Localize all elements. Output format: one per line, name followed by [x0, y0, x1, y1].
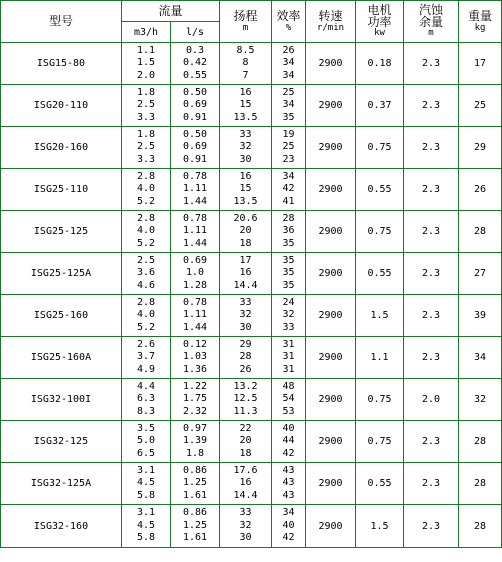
head-cell-value: 13.5 [233, 111, 258, 123]
efficiency-cell [272, 85, 306, 127]
efficiency-cell-value: 34 [282, 170, 295, 182]
flow-m3h-cell-value: 5.8 [136, 489, 156, 501]
efficiency-cell-value: 36 [282, 225, 295, 237]
efficiency-cell-value: 31 [282, 338, 295, 350]
head-cell-value: 11.3 [233, 405, 258, 417]
efficiency-cell-value: 54 [282, 393, 295, 405]
flow-ls-cell-value: 0.12 [182, 338, 208, 350]
flow-m3h-cell-value: 4.0 [136, 225, 156, 237]
header-speed [306, 1, 356, 43]
efficiency-cell-value: 43 [282, 477, 295, 489]
head-cell [220, 505, 272, 548]
header-efficiency-label: 效率 [276, 8, 301, 23]
efficiency-cell-value: 43 [282, 489, 295, 501]
efficiency-cell-value: 34 [282, 69, 295, 81]
efficiency-cell-value: 41 [282, 195, 295, 207]
header-efficiency [272, 1, 306, 43]
flow-m3h-cell-value: 2.8 [136, 170, 156, 182]
header-npsh-line2: 余量 [419, 15, 444, 29]
model-cell: ISG32-160 [1, 505, 122, 548]
flow-ls-cell [171, 127, 220, 169]
efficiency-cell [272, 127, 306, 169]
head-cell [220, 169, 272, 211]
speed-cell: 2900 [306, 253, 356, 295]
head-cell-value: 8.5 [236, 44, 255, 56]
npsh-cell: 2.3 [404, 85, 459, 127]
head-cell-value: 12.5 [233, 393, 258, 405]
model-cell: ISG20-160 [1, 127, 122, 169]
flow-m3h-cell-value: 3.1 [136, 507, 156, 519]
efficiency-cell-value: 25 [282, 86, 295, 98]
head-cell-value: 32 [239, 309, 252, 321]
efficiency-cell [272, 463, 306, 505]
efficiency-cell-value: 24 [282, 296, 295, 308]
efficiency-cell-value: 42 [282, 532, 295, 544]
efficiency-cell-value: 44 [282, 435, 295, 447]
flow-m3h-cell-value: 2.6 [136, 338, 156, 350]
efficiency-cell [272, 253, 306, 295]
flow-ls-cell-value: 1.22 [182, 380, 208, 392]
flow-m3h-cell [122, 85, 171, 127]
flow-m3h-cell [122, 505, 171, 548]
motor-power-cell: 0.37 [356, 85, 404, 127]
flow-m3h-cell-value: 2.5 [136, 141, 156, 153]
efficiency-cell-value: 25 [282, 141, 295, 153]
head-cell-value: 7 [242, 69, 249, 81]
efficiency-cell-value: 42 [282, 183, 295, 195]
flow-m3h-cell-value: 2.8 [136, 212, 156, 224]
speed-cell: 2900 [306, 295, 356, 337]
head-cell [220, 85, 272, 127]
efficiency-cell-value: 34 [282, 507, 295, 519]
flow-ls-cell [171, 85, 220, 127]
head-cell-value: 30 [239, 153, 252, 165]
flow-m3h-cell [122, 379, 171, 421]
flow-ls-cell [171, 211, 220, 253]
head-cell-value: 16 [239, 267, 252, 279]
flow-ls-cell-value: 1.03 [182, 351, 208, 363]
table-row [1, 379, 502, 421]
flow-ls-cell-value: 0.69 [182, 254, 208, 266]
head-cell-value: 17.6 [233, 464, 258, 476]
flow-ls-cell [171, 463, 220, 505]
header-motor-line2: 功率 [367, 15, 392, 29]
flow-ls-cell-value: 0.78 [182, 212, 208, 224]
motor-power-cell: 0.55 [356, 463, 404, 505]
flow-ls-cell-value: 0.78 [182, 170, 208, 182]
flow-ls-cell-value: 1.44 [182, 237, 208, 249]
table-row [1, 85, 502, 127]
flow-ls-cell-value: 0.42 [182, 57, 208, 69]
weight-cell: 28 [459, 421, 502, 463]
head-cell-value: 14.4 [233, 279, 258, 291]
header-weight-label: 重量 [468, 8, 493, 23]
efficiency-cell [272, 169, 306, 211]
table-row [1, 295, 502, 337]
flow-ls-cell-value: 0.78 [182, 296, 208, 308]
efficiency-cell-value: 42 [282, 447, 295, 459]
efficiency-cell-value: 48 [282, 380, 295, 392]
flow-m3h-cell-value: 6.5 [136, 447, 156, 459]
flow-m3h-cell [122, 127, 171, 169]
header-npsh-unit: m [428, 28, 434, 38]
flow-m3h-cell-value: 4.4 [136, 380, 156, 392]
speed-cell: 2900 [306, 505, 356, 548]
speed-cell: 2900 [306, 421, 356, 463]
efficiency-cell [272, 421, 306, 463]
head-cell-value: 28 [239, 351, 252, 363]
flow-ls-cell-value: 0.86 [182, 507, 208, 519]
flow-ls-cell [171, 253, 220, 295]
weight-cell: 34 [459, 337, 502, 379]
head-cell-value: 30 [239, 532, 252, 544]
head-cell-value: 20 [239, 225, 252, 237]
head-cell [220, 43, 272, 85]
speed-cell: 2900 [306, 463, 356, 505]
flow-ls-cell [171, 421, 220, 463]
flow-ls-cell-value: 0.69 [182, 99, 208, 111]
flow-m3h-cell-value: 4.6 [136, 279, 156, 291]
flow-ls-cell-value: 0.91 [182, 153, 208, 165]
flow-ls-cell-value: 0.50 [182, 86, 208, 98]
efficiency-cell-value: 43 [282, 464, 295, 476]
header-motor-unit: kw [374, 28, 385, 38]
flow-m3h-cell-value: 3.7 [136, 351, 156, 363]
efficiency-cell [272, 211, 306, 253]
weight-cell: 17 [459, 43, 502, 85]
efficiency-cell [272, 337, 306, 379]
head-cell-value: 32 [239, 519, 252, 531]
motor-power-cell: 0.75 [356, 421, 404, 463]
header-head-label: 扬程 [233, 8, 258, 23]
efficiency-cell-value: 34 [282, 99, 295, 111]
flow-m3h-cell-value: 2.8 [136, 296, 156, 308]
head-cell-value: 13.2 [233, 380, 258, 392]
efficiency-cell-value: 31 [282, 363, 295, 375]
flow-ls-cell [171, 379, 220, 421]
head-cell-value: 20 [239, 435, 252, 447]
flow-m3h-cell-value: 2.5 [136, 254, 156, 266]
motor-power-cell: 0.55 [356, 169, 404, 211]
flow-m3h-cell-value: 2.0 [136, 69, 156, 81]
flow-ls-cell-value: 2.32 [182, 405, 208, 417]
flow-m3h-cell [122, 295, 171, 337]
table-row [1, 169, 502, 211]
head-cell-value: 16 [239, 170, 252, 182]
npsh-cell: 2.3 [404, 127, 459, 169]
flow-m3h-cell-value: 3.6 [136, 267, 156, 279]
weight-cell: 26 [459, 169, 502, 211]
table-row [1, 211, 502, 253]
efficiency-cell-value: 23 [282, 153, 295, 165]
flow-m3h-cell-value: 4.0 [136, 309, 156, 321]
flow-m3h-cell-value: 5.2 [136, 321, 156, 333]
flow-ls-cell-value: 1.11 [182, 225, 208, 237]
speed-cell: 2900 [306, 211, 356, 253]
model-cell: ISG20-110 [1, 85, 122, 127]
model-cell: ISG32-125 [1, 421, 122, 463]
flow-ls-cell-value: 1.8 [185, 447, 205, 459]
speed-cell: 2900 [306, 379, 356, 421]
efficiency-cell-value: 40 [282, 422, 295, 434]
head-cell-value: 33 [239, 128, 252, 140]
header-speed-unit: r/min [316, 22, 345, 33]
weight-cell: 32 [459, 379, 502, 421]
flow-m3h-cell-value: 1.1 [136, 44, 156, 56]
table-row [1, 463, 502, 505]
efficiency-cell [272, 379, 306, 421]
head-cell-value: 33 [239, 507, 252, 519]
head-cell-value: 15 [239, 99, 252, 111]
flow-ls-cell-value: 1.39 [182, 435, 208, 447]
table-row [1, 43, 502, 85]
efficiency-cell-value: 31 [282, 351, 295, 363]
motor-power-cell: 0.75 [356, 127, 404, 169]
header-npsh [404, 1, 459, 43]
header-row-1 [1, 1, 502, 22]
head-cell [220, 127, 272, 169]
head-cell-value: 20.6 [233, 212, 258, 224]
model-cell: ISG25-160 [1, 295, 122, 337]
model-cell: ISG15-80 [1, 43, 122, 85]
model-cell: ISG25-125A [1, 253, 122, 295]
head-cell [220, 211, 272, 253]
flow-m3h-cell-value: 4.5 [136, 477, 156, 489]
weight-cell: 28 [459, 211, 502, 253]
header-motor-power [356, 1, 404, 43]
model-cell: ISG32-100I [1, 379, 122, 421]
efficiency-cell-value: 35 [282, 237, 295, 249]
npsh-cell: 2.3 [404, 463, 459, 505]
npsh-cell: 2.3 [404, 421, 459, 463]
flow-ls-cell [171, 505, 220, 548]
efficiency-cell-value: 28 [282, 212, 295, 224]
flow-m3h-cell-value: 8.3 [136, 405, 156, 417]
flow-ls-cell-value: 1.44 [182, 195, 208, 207]
head-cell-value: 22 [239, 422, 252, 434]
npsh-cell: 2.3 [404, 253, 459, 295]
header-efficiency-unit: % [285, 22, 292, 33]
flow-ls-cell-value: 1.44 [182, 321, 208, 333]
motor-power-cell: 1.5 [356, 295, 404, 337]
flow-ls-cell [171, 43, 220, 85]
header-head [220, 1, 272, 43]
table-row [1, 253, 502, 295]
table-row [1, 505, 502, 548]
flow-m3h-cell-value: 2.5 [136, 99, 156, 111]
motor-power-cell: 0.55 [356, 253, 404, 295]
weight-cell: 27 [459, 253, 502, 295]
model-cell: ISG25-160A [1, 337, 122, 379]
head-cell [220, 463, 272, 505]
head-cell-value: 30 [239, 321, 252, 333]
flow-m3h-cell-value: 3.1 [136, 464, 156, 476]
motor-power-cell: 1.5 [356, 505, 404, 548]
efficiency-cell-value: 33 [282, 321, 295, 333]
head-cell-value: 26 [239, 363, 252, 375]
efficiency-cell-value: 32 [282, 309, 295, 321]
flow-m3h-cell-value: 5.0 [136, 435, 156, 447]
efficiency-cell-value: 53 [282, 405, 295, 417]
flow-m3h-cell [122, 169, 171, 211]
flow-m3h-cell-value: 4.9 [136, 363, 156, 375]
efficiency-cell-value: 26 [282, 44, 295, 56]
head-cell-value: 15 [239, 183, 252, 195]
flow-m3h-cell-value: 3.3 [136, 153, 156, 165]
efficiency-cell-value: 35 [282, 111, 295, 123]
head-cell-value: 17 [239, 254, 252, 266]
flow-ls-cell-value: 1.28 [182, 279, 208, 291]
npsh-cell: 2.0 [404, 379, 459, 421]
flow-m3h-cell-value: 3.5 [136, 422, 156, 434]
efficiency-cell [272, 43, 306, 85]
header-model: 型号 [1, 1, 122, 43]
motor-power-cell: 1.1 [356, 337, 404, 379]
motor-power-cell: 0.75 [356, 379, 404, 421]
flow-m3h-cell-value: 5.8 [136, 532, 156, 544]
speed-cell: 2900 [306, 43, 356, 85]
efficiency-cell [272, 505, 306, 548]
npsh-cell: 2.3 [404, 505, 459, 548]
efficiency-cell-value: 34 [282, 57, 295, 69]
flow-ls-cell-value: 1.75 [182, 393, 208, 405]
header-head-unit: m [242, 22, 249, 33]
flow-m3h-cell-value: 6.3 [136, 393, 156, 405]
npsh-cell: 2.3 [404, 43, 459, 85]
weight-cell: 29 [459, 127, 502, 169]
flow-m3h-cell-value: 3.3 [136, 111, 156, 123]
flow-ls-cell-value: 1.25 [182, 519, 208, 531]
head-cell [220, 421, 272, 463]
flow-ls-cell-value: 1.25 [182, 477, 208, 489]
efficiency-cell-value: 35 [282, 254, 295, 266]
flow-ls-cell-value: 0.3 [185, 44, 205, 56]
flow-ls-cell [171, 169, 220, 211]
model-cell: ISG25-125 [1, 211, 122, 253]
npsh-cell: 2.3 [404, 169, 459, 211]
header-weight-unit: kg [474, 22, 486, 33]
header-npsh-line1: 汽蚀 [419, 3, 444, 17]
efficiency-cell-value: 40 [282, 519, 295, 531]
header-weight [459, 1, 502, 43]
head-cell [220, 337, 272, 379]
flow-m3h-cell-value: 1.5 [136, 57, 156, 69]
weight-cell: 39 [459, 295, 502, 337]
flow-m3h-cell [122, 253, 171, 295]
flow-ls-cell-value: 0.69 [182, 141, 208, 153]
head-cell-value: 33 [239, 296, 252, 308]
header-flow: 流量 [122, 1, 220, 22]
flow-m3h-cell [122, 43, 171, 85]
flow-ls-cell-value: 0.50 [182, 128, 208, 140]
flow-ls-cell-value: 0.97 [182, 422, 208, 434]
efficiency-cell-value: 35 [282, 267, 295, 279]
table-row [1, 337, 502, 379]
head-cell-value: 14.4 [233, 489, 258, 501]
npsh-cell: 2.3 [404, 211, 459, 253]
weight-cell: 28 [459, 505, 502, 548]
flow-m3h-cell [122, 463, 171, 505]
flow-m3h-cell [122, 211, 171, 253]
head-cell-value: 13.5 [233, 195, 258, 207]
model-cell: ISG32-125A [1, 463, 122, 505]
header-flow-m3h: m3/h [122, 22, 171, 43]
table-body [1, 43, 502, 548]
head-cell-value: 16 [239, 86, 252, 98]
efficiency-cell-value: 35 [282, 279, 295, 291]
speed-cell: 2900 [306, 337, 356, 379]
speed-cell: 2900 [306, 169, 356, 211]
header-speed-label: 转速 [318, 8, 343, 23]
flow-m3h-cell-value: 1.8 [136, 86, 156, 98]
flow-ls-cell-value: 0.55 [182, 69, 208, 81]
header-motor-line1: 电机 [367, 3, 392, 17]
flow-ls-cell-value: 0.86 [182, 464, 208, 476]
head-cell [220, 253, 272, 295]
flow-m3h-cell-value: 4.0 [136, 183, 156, 195]
head-cell [220, 379, 272, 421]
npsh-cell: 2.3 [404, 337, 459, 379]
speed-cell: 2900 [306, 85, 356, 127]
flow-ls-cell-value: 1.61 [182, 489, 208, 501]
npsh-cell: 2.3 [404, 295, 459, 337]
flow-m3h-cell-value: 4.5 [136, 519, 156, 531]
flow-m3h-cell [122, 337, 171, 379]
flow-m3h-cell-value: 1.8 [136, 128, 156, 140]
flow-ls-cell-value: 1.11 [182, 183, 208, 195]
motor-power-cell: 0.18 [356, 43, 404, 85]
model-cell: ISG25-110 [1, 169, 122, 211]
speed-cell: 2900 [306, 127, 356, 169]
flow-ls-cell-value: 1.0 [185, 267, 205, 279]
header-flow-ls: l/s [171, 22, 220, 43]
flow-ls-cell [171, 295, 220, 337]
flow-ls-cell-value: 0.91 [182, 111, 208, 123]
flow-ls-cell [171, 337, 220, 379]
weight-cell: 28 [459, 463, 502, 505]
flow-m3h-cell-value: 5.2 [136, 195, 156, 207]
head-cell-value: 18 [239, 237, 252, 249]
table-row [1, 421, 502, 463]
flow-ls-cell-value: 1.61 [182, 532, 208, 544]
head-cell-value: 18 [239, 447, 252, 459]
flow-m3h-cell-value: 5.2 [136, 237, 156, 249]
efficiency-cell-value: 19 [282, 128, 295, 140]
flow-m3h-cell [122, 421, 171, 463]
head-cell [220, 295, 272, 337]
head-cell-value: 32 [239, 141, 252, 153]
head-cell-value: 29 [239, 338, 252, 350]
weight-cell: 25 [459, 85, 502, 127]
efficiency-cell [272, 295, 306, 337]
motor-power-cell: 0.75 [356, 211, 404, 253]
table-row [1, 127, 502, 169]
flow-ls-cell-value: 1.11 [182, 309, 208, 321]
head-cell-value: 16 [239, 477, 252, 489]
head-cell-value: 8 [242, 57, 249, 69]
flow-ls-cell-value: 1.36 [182, 363, 208, 375]
